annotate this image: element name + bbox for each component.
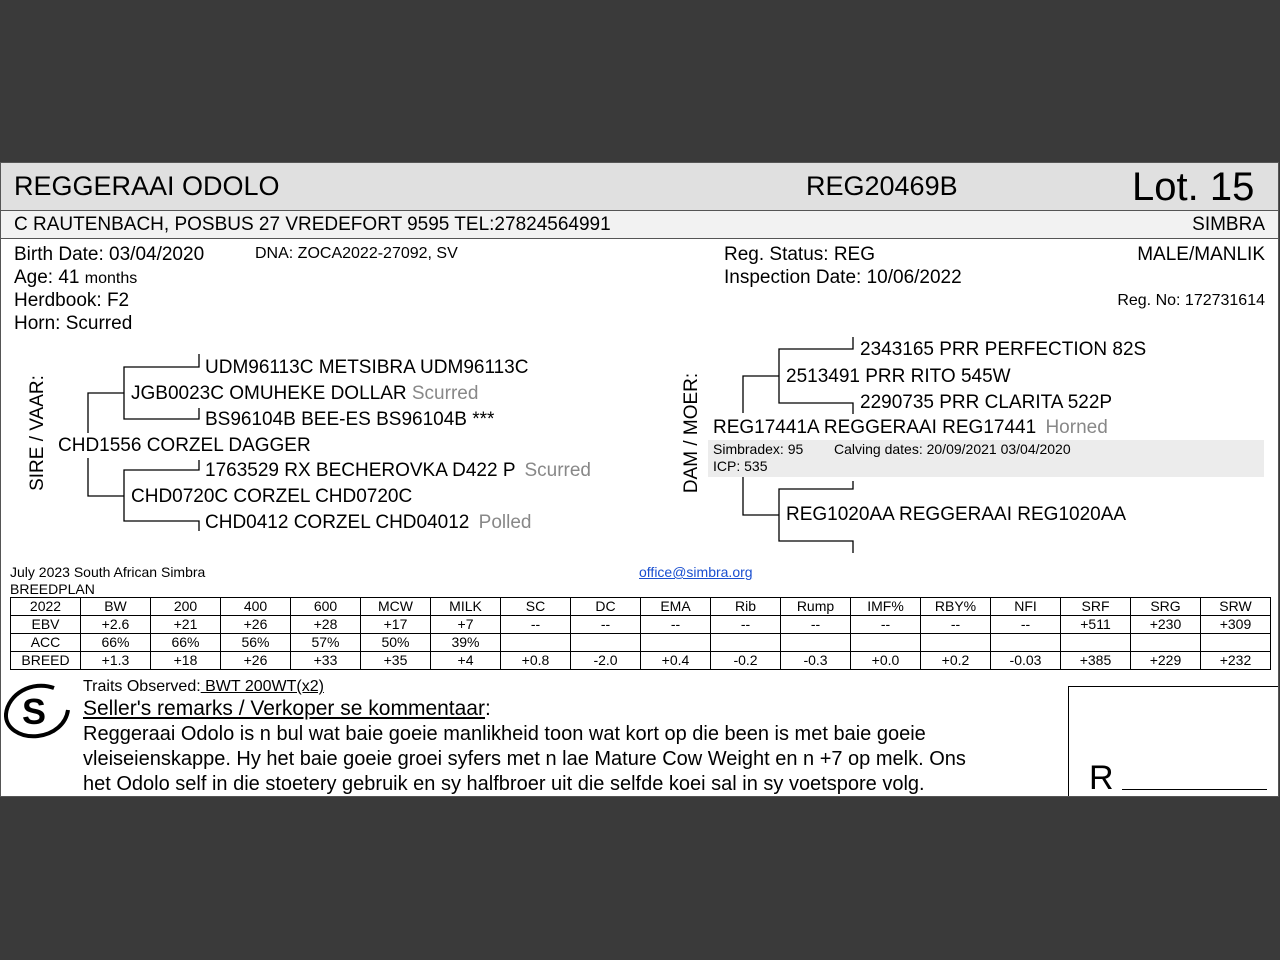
ebv-cell	[1061, 634, 1131, 652]
ebv-cell: +0.4	[641, 652, 711, 670]
ebv-cell	[851, 634, 921, 652]
inspection-date: Inspection Date: 10/06/2022	[724, 267, 962, 288]
dam-sire: 2513491 PRR RITO 545W	[786, 366, 1011, 387]
email-link[interactable]: office@simbra.org	[639, 564, 753, 580]
ebv-cell	[641, 634, 711, 652]
animal-name: REGGERAAI ODOLO	[14, 171, 280, 201]
sire-dam-dam-name: CHD0412 CORZEL CHD04012	[205, 512, 470, 533]
breedplan-source: July 2023 South African Simbra	[10, 564, 206, 580]
remarks-title-colon: :	[484, 697, 491, 720]
breeder-info: C RAUTENBACH, POSBUS 27 VREDEFORT 9595 TEL:27824564991	[14, 214, 611, 235]
lot-card	[0, 162, 1279, 797]
ebv-cell: +232	[1201, 652, 1271, 670]
remarks-title-text: Seller's remarks / Verkoper se kommentaar	[83, 697, 485, 720]
ebv-cell: +7	[431, 616, 501, 634]
simbradex: Simbradex: 95	[713, 441, 804, 457]
age-value: Age: 41	[14, 267, 80, 288]
remarks-line-3: het Odolo self in die stoetery gebruik en sy halfbroer uit die selfde koei sal in sy voetspore volg.	[83, 773, 925, 795]
ebv-header-cell: SRW	[1201, 598, 1271, 616]
traits-observed	[83, 678, 324, 696]
ebv-header-cell: RBY%	[921, 598, 991, 616]
ebv-cell: 39%	[431, 634, 501, 652]
ebv-cell	[781, 634, 851, 652]
ebv-cell	[921, 634, 991, 652]
ebv-header-row	[11, 598, 1271, 616]
simbra-logo-icon	[2, 680, 72, 742]
sire-sire-sire: UDM96113C METSIBRA UDM96113C	[205, 357, 529, 378]
ebv-cell: --	[851, 616, 921, 634]
ebv-cell	[1131, 634, 1201, 652]
ebv-cell: +18	[151, 652, 221, 670]
remarks-line-1: Reggeraai Odolo is n bul wat baie goeie manlikheid toon wat kort op die been is met baie goeie	[83, 723, 926, 745]
lot-number: Lot. 15	[1132, 165, 1255, 209]
ebv-header-cell: Rib	[711, 598, 781, 616]
dam-dam: REG1020AA REGGERAAI REG1020AA	[786, 504, 1127, 525]
ebv-cell: +230	[1131, 616, 1201, 634]
ebv-cell: --	[991, 616, 1061, 634]
herdbook: Herdbook: F2	[14, 290, 130, 311]
ebv-cell: --	[711, 616, 781, 634]
ebv-cell	[501, 634, 571, 652]
ebv-cell: 66%	[151, 634, 221, 652]
age-unit: months	[84, 270, 138, 287]
ebv-header-cell: 200	[151, 598, 221, 616]
ebv-header-cell: DC	[571, 598, 641, 616]
dam-sire-dam: 2290735 PRR CLARITA 522P	[860, 392, 1113, 413]
ebv-cell: +511	[1061, 616, 1131, 634]
sire-sire-name: JGB0023C OMUHEKE DOLLAR	[131, 383, 407, 404]
ebv-row-ebv	[11, 616, 1271, 634]
price-line[interactable]	[1122, 789, 1267, 790]
breed-name: SIMBRA	[1192, 214, 1265, 235]
ebv-header-cell: SRG	[1131, 598, 1201, 616]
ebv-cell	[711, 634, 781, 652]
ebv-cell: +0.2	[921, 652, 991, 670]
ebv-cell	[571, 634, 641, 652]
sire-dam-dam-horn: Polled	[478, 512, 532, 533]
ebv-header-cell: 600	[291, 598, 361, 616]
sire-sire-dam: BS96104B BEE-ES BS96104B ***	[205, 409, 495, 430]
ebv-cell: +2.6	[81, 616, 151, 634]
ebv-cell: 56%	[221, 634, 291, 652]
ebv-cell: +21	[151, 616, 221, 634]
sire-dam-sire-name: 1763529 RX BECHEROVKA D422 P	[205, 460, 516, 481]
sire-dam: CHD0720C CORZEL CHD0720C	[131, 486, 413, 507]
ebv-cell: +4	[431, 652, 501, 670]
ebv-cell: +229	[1131, 652, 1201, 670]
ebv-header-cell: SC	[501, 598, 571, 616]
ebv-cell: --	[501, 616, 571, 634]
remarks-line-2: vleiseienskappe. Hy het baie goeie groei syfers met n lae Mature Cow Weight en n +7 op melk. Ons	[83, 748, 966, 770]
ebv-header-cell: 400	[221, 598, 291, 616]
reg-no: Reg. No: 172731614	[1117, 292, 1265, 309]
price-letter: R	[1089, 759, 1114, 797]
ebv-cell: EBV	[11, 616, 81, 634]
sex: MALE/MANLIK	[1137, 244, 1265, 265]
dam-sire-sire: 2343165 PRR PERFECTION 82S	[860, 339, 1147, 360]
ebv-cell: +28	[291, 616, 361, 634]
ebv-cell: +309	[1201, 616, 1271, 634]
sire-dam-sire	[205, 460, 591, 482]
ebv-cell	[1201, 634, 1271, 652]
dam-horn: Horned	[1045, 417, 1108, 438]
ebv-cell: +35	[361, 652, 431, 670]
ebv-cell: ACC	[11, 634, 81, 652]
ebv-cell: +0.8	[501, 652, 571, 670]
dam	[713, 417, 1108, 439]
ebv-header-cell: BW	[81, 598, 151, 616]
reg-code: REG20469B	[806, 171, 958, 201]
ebv-cell: +17	[361, 616, 431, 634]
ebv-header-cell: EMA	[641, 598, 711, 616]
price-box	[1068, 686, 1279, 797]
ebv-cell: --	[781, 616, 851, 634]
ebv-table	[10, 597, 1271, 670]
ebv-cell: BREED	[11, 652, 81, 670]
sire-sire-horn: Scurred	[411, 383, 479, 404]
sire-sire	[131, 383, 478, 405]
ebv-cell	[991, 634, 1061, 652]
ebv-cell: -0.3	[781, 652, 851, 670]
sire: CHD1556 CORZEL DAGGER	[58, 435, 311, 456]
sire-dam-sire-horn: Scurred	[524, 460, 591, 481]
horn-status: Horn: Scurred	[14, 313, 133, 334]
calving-dates: Calving dates: 20/09/2021 03/04/2020	[834, 441, 1071, 457]
ebv-cell: +26	[221, 652, 291, 670]
ebv-cell: +385	[1061, 652, 1131, 670]
breedplan-label: BREEDPLAN	[10, 581, 95, 597]
ebv-cell: +33	[291, 652, 361, 670]
ebv-cell: -2.0	[571, 652, 641, 670]
ebv-cell: +26	[221, 616, 291, 634]
reg-status: Reg. Status: REG	[724, 244, 876, 265]
remarks-title	[83, 697, 491, 721]
sire-dam-dam	[205, 512, 531, 534]
ebv-cell: +1.3	[81, 652, 151, 670]
icp: ICP: 535	[713, 458, 768, 474]
ebv-header-cell: SRF	[1061, 598, 1131, 616]
ebv-cell: -0.03	[991, 652, 1061, 670]
ebv-cell: -0.2	[711, 652, 781, 670]
birth-date: Birth Date: 03/04/2020	[14, 244, 205, 265]
traits-value: BWT 200WT(x2)	[200, 678, 324, 695]
sire-label: SIRE / VAAR:	[27, 375, 48, 491]
ebv-header-cell: MILK	[431, 598, 501, 616]
ebv-cell: --	[641, 616, 711, 634]
ebv-header-cell: Rump	[781, 598, 851, 616]
ebv-cell: +0.0	[851, 652, 921, 670]
ebv-header-cell: 2022	[11, 598, 81, 616]
ebv-cell: 50%	[361, 634, 431, 652]
ebv-header-cell: MCW	[361, 598, 431, 616]
svg-text:S: S	[22, 691, 47, 732]
dam-label: DAM / MOER:	[681, 372, 702, 494]
ebv-cell: --	[571, 616, 641, 634]
dam-name: REG17441A REGGERAAI REG17441	[713, 417, 1037, 438]
ebv-cell: --	[921, 616, 991, 634]
ebv-header-cell: NFI	[991, 598, 1061, 616]
ebv-header-cell: IMF%	[851, 598, 921, 616]
ebv-cell: 57%	[291, 634, 361, 652]
dna-info: DNA: ZOCA2022-27092, SV	[255, 245, 458, 262]
ebv-row-acc	[11, 634, 1271, 652]
ebv-row-breed	[11, 652, 1271, 670]
traits-label: Traits Observed:	[83, 678, 201, 695]
ebv-cell: 66%	[81, 634, 151, 652]
